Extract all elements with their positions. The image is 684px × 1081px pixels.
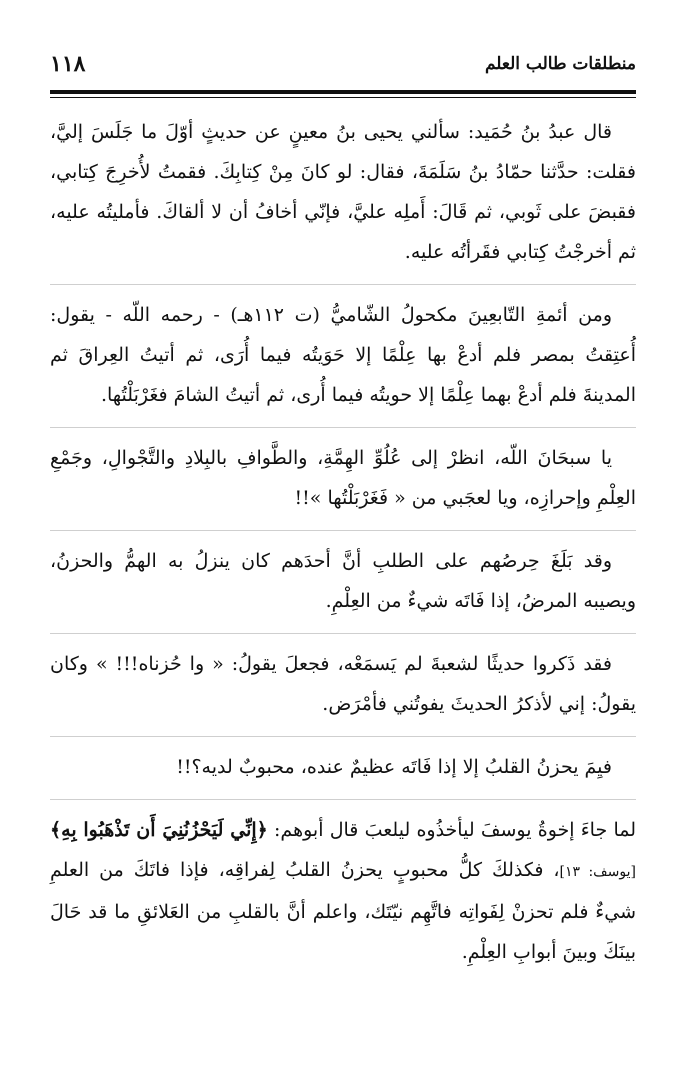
paragraph-abd-bin-humaid: قال عبدُ بنُ حُمَيد: سألني يحيى بنُ معينٍ عن حديثٍ أوّلَ ما جَلَسَ إليَّ، فقلت: حدَّثنا حمّادُ بنُ سَلَمَةَ، فقال: لو كانَ مِنْ كِتابِكَ. فقمتُ لأُخرِجَ كِتابي، فقبضَ على ثَوبي، ثم قَالَ: أَملِه عليَّ، فإنّي أخافُ أن لا ألقاكَ. فأمليتُه عليه، ثم أخرجْتُ كِتابي فقَرأتُه عليه. — [50, 121, 636, 263]
paragraph-subhan-allah: يا سبحَانَ اللّه، انظرْ إلى عُلُوِّ الهِمَّةِ، والطَّوافِ بالبِلادِ والتَّجْوالِ، وجَمْعِ العِلْمِ وإحرازِه، ويا لعجَبي من « فَغَرْبَلْتُها »!! — [50, 447, 636, 509]
page-body — [50, 112, 636, 984]
book-title: منطلقات طالب العلم — [484, 54, 636, 74]
paragraph-divider — [50, 427, 636, 428]
paragraph-divider — [50, 633, 636, 634]
yusuf-suffix: ، فكذلكَ كلُّ محبوبٍ يحزنُ القلبُ لِفراقِه، فإذا فاتَكَ من العلمِ شيءٌ فلم تحزنْ لِفَواتِه فاتَّهِم نيّتَك، واعلم أنَّ بالقلبِ من العَلائقِ ما قد حَالَ بينَكَ وبينَ أبوابِ العِلْمِ. — [50, 859, 636, 963]
yusuf-prefix: لما جاءَ إخوةُ يوسفَ ليأخذُوه ليلعبَ قال أبوهم: — [274, 819, 637, 841]
header-rule-thin — [50, 97, 636, 98]
verse-citation: [يوسف: ١٣] — [559, 864, 637, 880]
paragraph-shuba: فقد ذَكروا حديثًا لشعبةَ لم يَسمَعْه، فجعلَ يقولُ: « وا حُزناه!!! » وكان يقولُ: إني لأذكرُ الحديثَ يفوتُني فأمْرَض. — [50, 653, 636, 715]
paragraph-hirs: وقد بَلَغَ حِرصُهم على الطلبِ أنَّ أحدَهم كان ينزلُ به الهمُّ والحزنُ، ويصيبه المرضُ، إذا فَاتَه شيءٌ من العِلْمِ. — [50, 550, 636, 612]
paragraph-heart-grief: فيِمَ يحزنُ القلبُ إلا إذا فَاتَه عظيمٌ عنده، محبوبٌ لديه؟!! — [176, 756, 612, 778]
page-header — [50, 44, 636, 84]
paragraph-makhul: ومن أئمةِ التّابعِينَ مكحولُ الشّاميُّ (ت ١١٢هـ) - رحمه اللّه - يقول: أُعتِقتُ بمصر فلم أدعْ بها عِلْمًا إلا حَوَيتُه فيما أُرَى، ثم أتيتُ العِراقَ ثم المدينةَ فلم أدعْ بهما عِلْمًا إلا حويتُه فيما أُرى، ثم أتيتُ الشامَ فغَرْبَلْتُها. — [50, 304, 636, 406]
paragraph-divider — [50, 736, 636, 737]
paragraph-yusuf — [50, 810, 636, 972]
page-number: ١١٨ — [50, 51, 86, 77]
quran-verse: ﴿إِنِّي لَيَحْزُنُنِيَ أَن تَذْهَبُوا بِهِ﴾ — [50, 819, 268, 841]
paragraph-divider — [50, 530, 636, 531]
paragraph-divider — [50, 284, 636, 285]
paragraph-divider — [50, 799, 636, 800]
header-rule-thick — [50, 90, 636, 94]
